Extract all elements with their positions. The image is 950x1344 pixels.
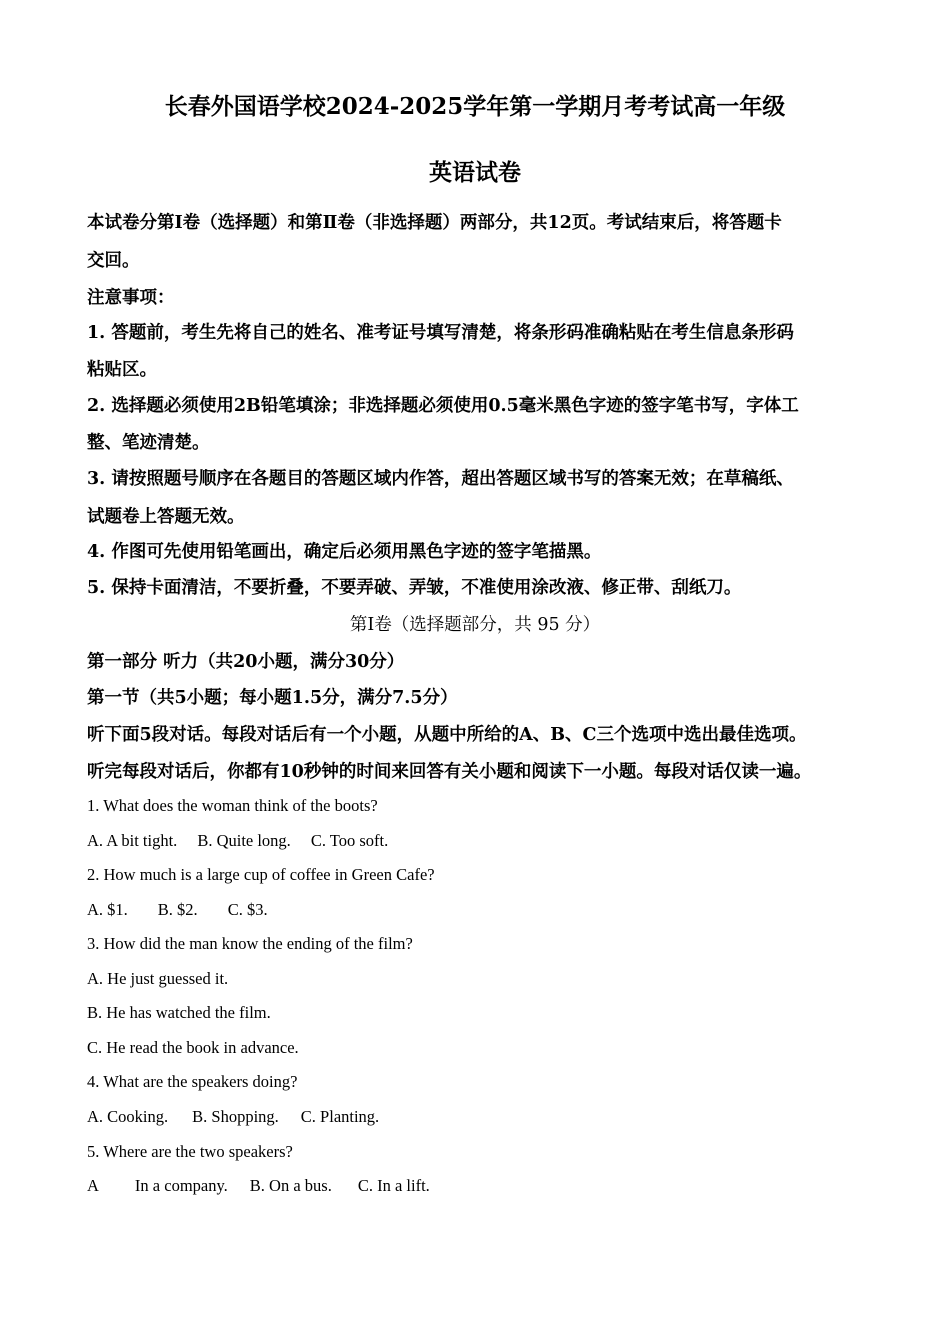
notice-item-5: 5. 保持卡面清洁，不要折叠，不要弄破、弄皱，不准使用涂改液、修正带、刮纸刀。 [87,578,742,598]
notice-item-2a: 2. 选择题必须使用2B铅笔填涂；非选择题必须使用0.5毫米黑色字迹的签字笔书写，字体工 [87,396,799,416]
question-stem: 5. Where are the two speakers? [87,1142,293,1161]
option-b: B. On a bus. [249,1176,332,1195]
exam-title-line1: 长春外国语学校2024-2025学年第一学期月考考试高一年级 [164,93,786,120]
notice-item-2b: 整、笔迹清楚。 [87,433,210,453]
notice-item-1b: 粘贴区。 [87,360,157,380]
question-stem: 1. What does the woman think of the boots? [87,796,378,815]
notice-item-1a: 1. 答题前，考生先将自己的姓名、准考证号填写清楚，将条形码准确粘贴在考生信息条形码 [87,323,794,343]
option-c: C. He read the book in advance. [87,1038,299,1057]
exam-title-line2: 英语试卷 [429,159,521,186]
question-options [87,831,388,851]
option-a-text: In a company. [134,1176,228,1195]
option-b: B. $2. [157,900,198,919]
instruction-line-1: 听下面5段对话。每段对话后有一个小题，从题中所给的A、B、C三个选项中选出最佳选项。 [87,725,807,745]
notice-item-3b: 试题卷上答题无效。 [87,507,245,527]
question-stem: 4. What are the speakers doing? [87,1072,298,1091]
option-a: A. He just guessed it. [87,969,229,988]
option-b: B. Quite long. [197,831,291,850]
part-title: 第一部分 听力（共20小题，满分30分） [87,652,405,672]
question-stem: 3. How did the man know the ending of the film? [87,934,413,953]
subsection-title: 第一节（共5小题；每小题1.5分，满分7.5分） [87,688,458,708]
option-a-letter: A [87,1176,99,1195]
option-a: A. Cooking. [87,1107,169,1126]
notice-item-3a: 3. 请按照题号顺序在各题目的答题区域内作答，超出答题区域书写的答案无效；在草稿纸、 [87,469,794,489]
question-options [87,1107,379,1127]
notice-item-4: 4. 作图可先使用铅笔画出，确定后必须用黑色字迹的签字笔描黑。 [87,542,602,562]
option-a: A. A bit tight. [87,831,178,850]
instruction-line-2: 听完每段对话后，你都有10秒钟的时间来回答有关小题和阅读下一小题。每段对话仅读一遍。 [87,762,812,782]
option-c: C. Too soft. [310,831,389,850]
intro-line-1: 本试卷分第Ⅰ卷（选择题）和第Ⅱ卷（非选择题）两部分，共12页。考试结束后，将答题卡 [87,213,782,233]
question-options [87,900,268,920]
question-stem: 2. How much is a large cup of coffee in Green Cafe? [87,865,435,884]
option-b: B. Shopping. [192,1107,279,1126]
option-c: C. Planting. [300,1107,380,1126]
option-c: C. In a lift. [357,1176,430,1195]
volume-title: 第Ⅰ卷（选择题部分，共 95 分） [349,615,601,635]
notice-heading: 注意事项： [87,288,175,308]
intro-line-2: 交回。 [87,251,140,271]
question-options [87,1176,430,1196]
option-c: C. $3. [227,900,268,919]
option-a: A. $1. [87,900,128,919]
option-b: B. He has watched the film. [87,1003,271,1022]
